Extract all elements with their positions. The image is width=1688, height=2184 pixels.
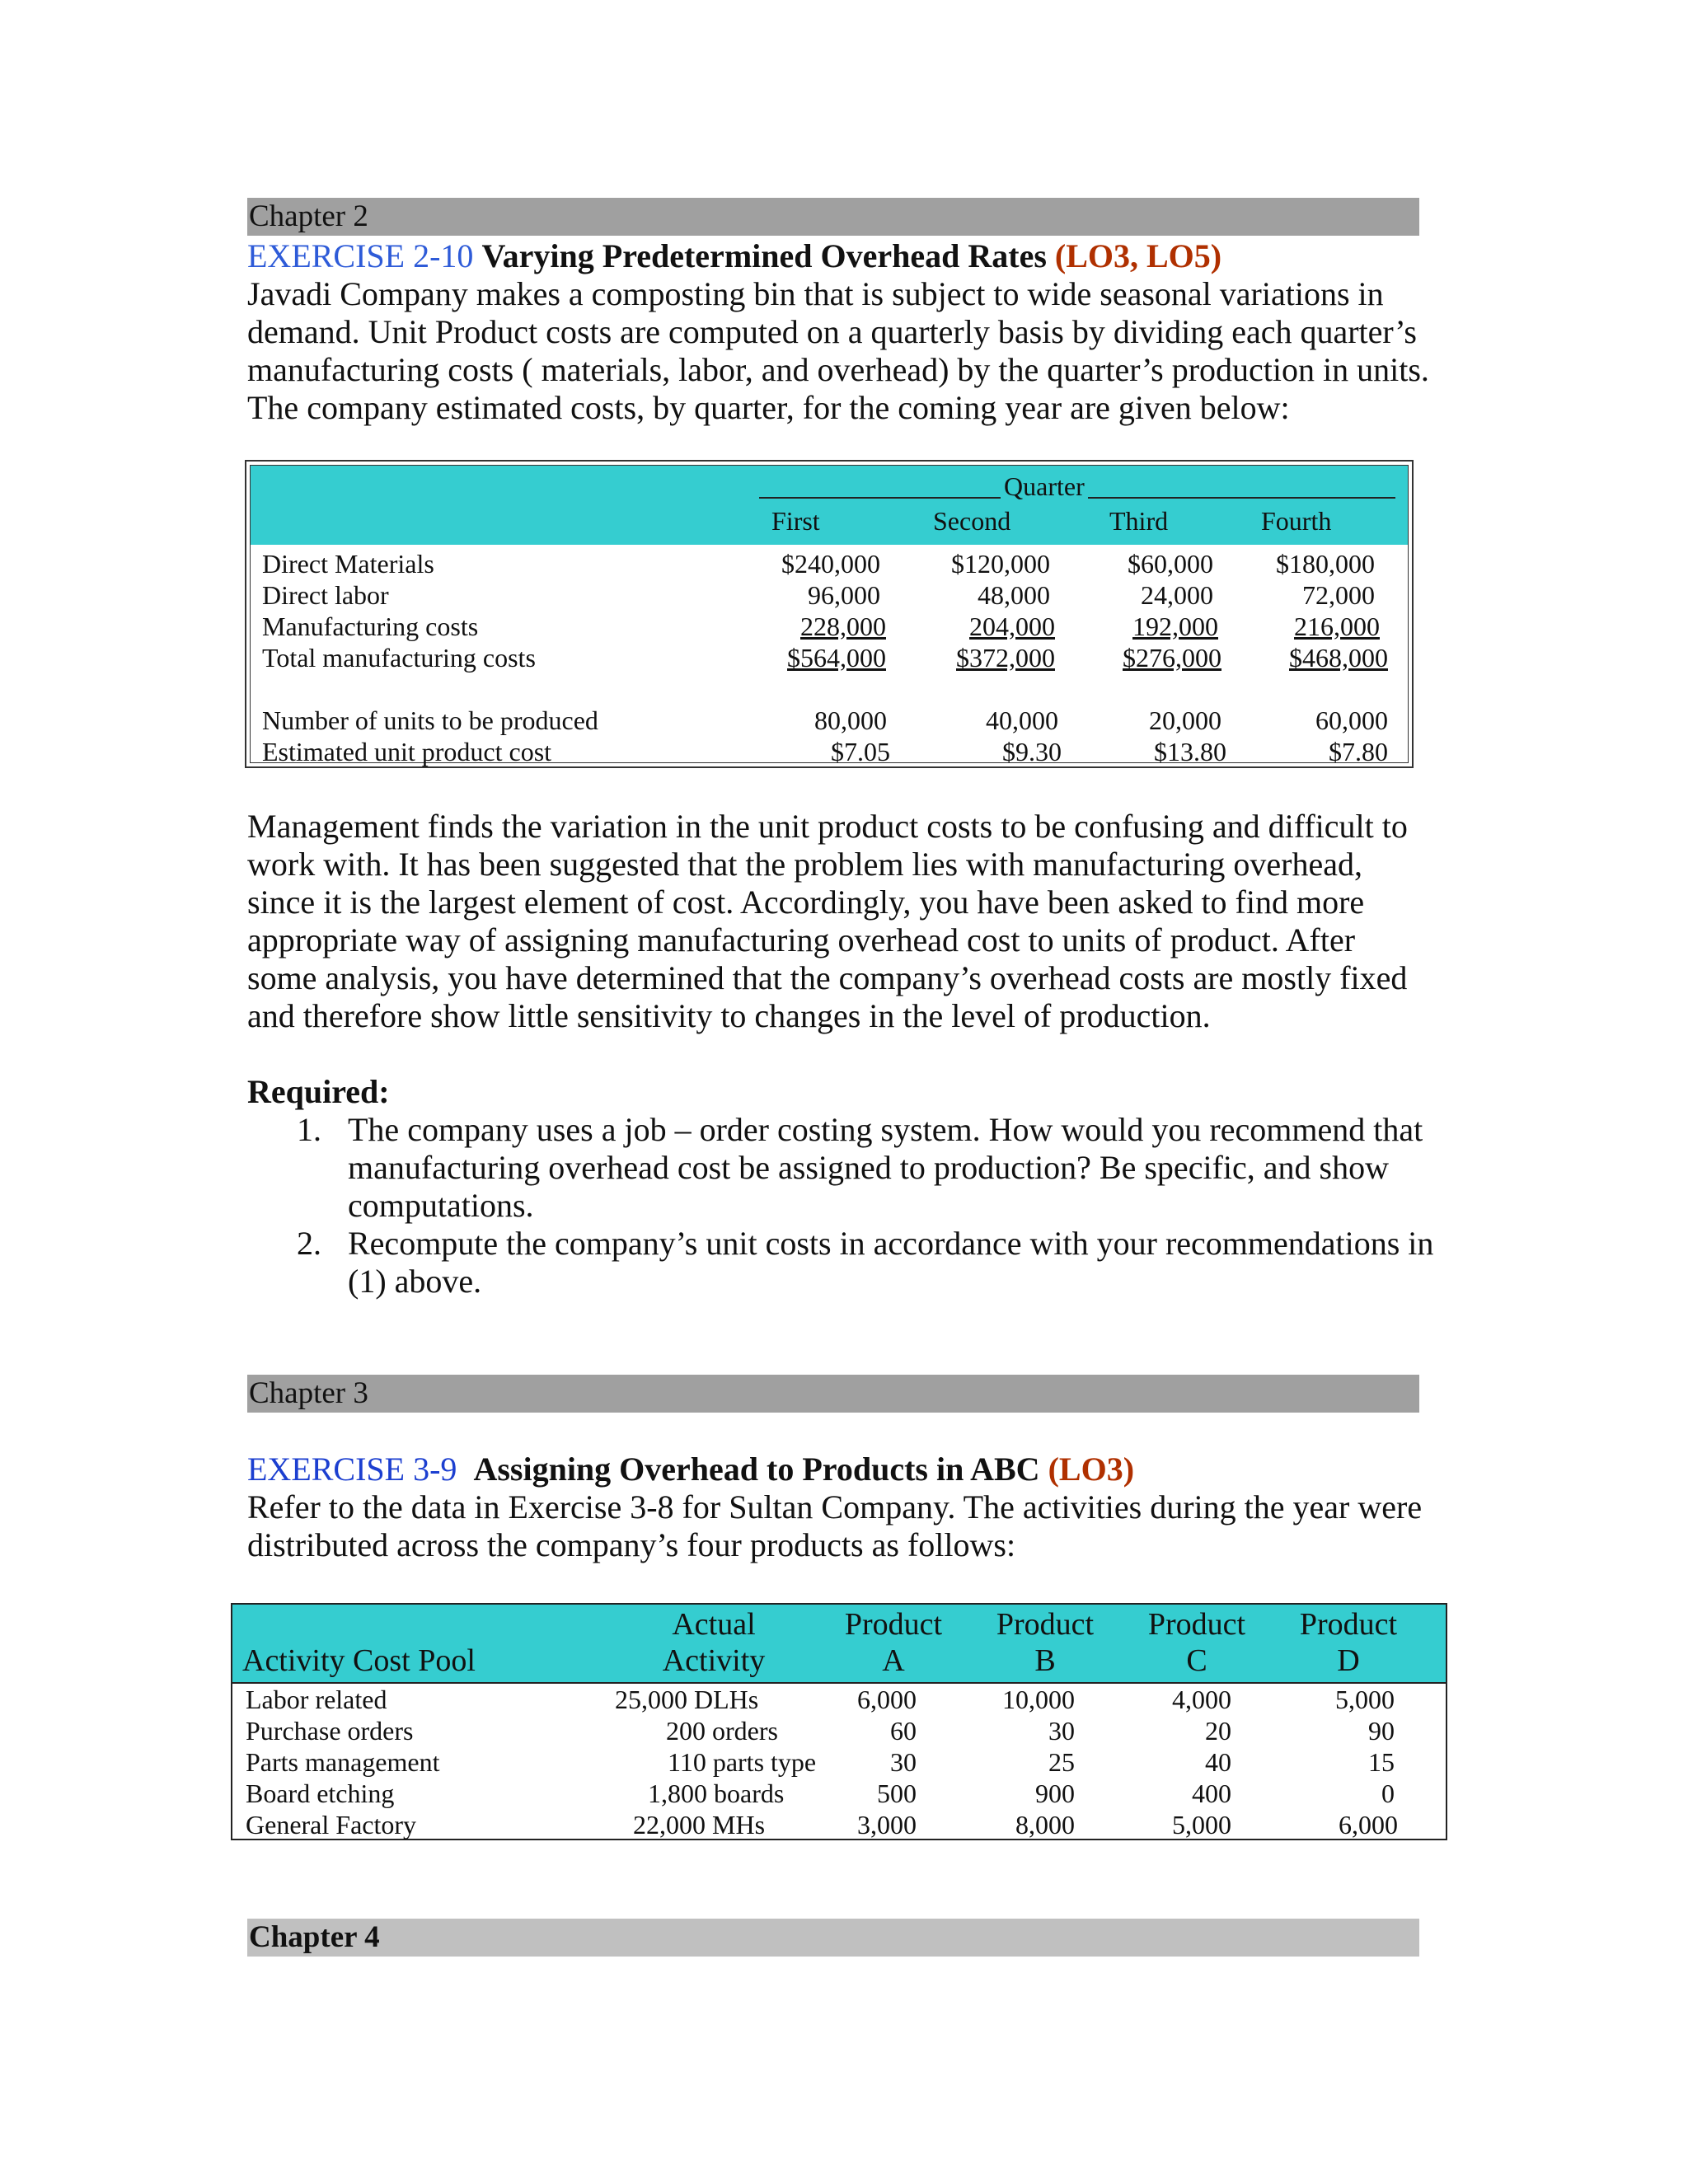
- chapter-2-label: Chapter 2: [249, 199, 368, 233]
- product-d-value: 90: [1368, 1716, 1395, 1746]
- col-second: Second: [933, 506, 1011, 536]
- cell: 20,000: [1149, 705, 1221, 735]
- product-d-value: 5,000: [1335, 1685, 1395, 1714]
- product-a-value: 3,000: [857, 1810, 917, 1840]
- product-a-value: 30: [890, 1747, 917, 1777]
- quarterly-table-header: [251, 466, 1408, 545]
- item-number: 1.: [297, 1111, 321, 1148]
- pool-label: Parts management: [246, 1747, 440, 1777]
- cell: 40,000: [986, 705, 1058, 735]
- row-label: Direct Materials: [262, 549, 434, 579]
- item-line: manufacturing overhead cost be assigned to production? Be specific, and show: [348, 1149, 1389, 1186]
- exercise-title: Varying Predetermined Overhead Rates: [481, 237, 1047, 274]
- cell: $120,000: [951, 549, 1050, 579]
- intro-line: Refer to the data in Exercise 3-8 for Sultan Company. The activities during the year were: [247, 1488, 1423, 1526]
- item-line: (1) above.: [348, 1263, 482, 1300]
- row-label: Direct labor: [262, 580, 389, 610]
- cell: $13.80: [1154, 737, 1226, 766]
- col-first: First: [771, 506, 820, 536]
- row-label: Estimated unit product cost: [262, 737, 552, 766]
- cell: 228,000: [800, 612, 886, 641]
- chapter-3-label: Chapter 3: [249, 1376, 368, 1410]
- chapter-2-bar: [247, 198, 1419, 236]
- exercise-id: EXERCISE 3-9: [247, 1451, 457, 1488]
- paragraph-line: Management finds the variation in the unit product costs to be confusing and difficult to: [247, 808, 1408, 845]
- intro-line: distributed across the company’s four products as follows:: [247, 1526, 1016, 1563]
- row-label: Number of units to be produced: [262, 705, 598, 735]
- chapter-4-label: Chapter 4: [249, 1920, 380, 1954]
- quarter-group-header: Quarter: [1001, 471, 1088, 502]
- pool-label: Board etching: [246, 1779, 395, 1808]
- intro-line: The company estimated costs, by quarter, for the coming year are given below:: [247, 389, 1290, 426]
- col-product-a-line2: A: [882, 1643, 905, 1678]
- col-product-d-line1: Product: [1299, 1607, 1398, 1642]
- quarterly-cost-table: [245, 460, 1414, 768]
- paragraph-line: work with. It has been suggested that the problem lies with manufacturing overhead,: [247, 846, 1362, 883]
- product-a-value: 60: [890, 1716, 917, 1746]
- paragraph-line: some analysis, you have determined that the company’s overhead costs are mostly fixed: [247, 959, 1408, 996]
- row-label: Manufacturing costs: [262, 612, 479, 641]
- activity-table-header: [232, 1605, 1446, 1684]
- cell: 60,000: [1315, 705, 1388, 735]
- product-c-value: 400: [1192, 1779, 1231, 1808]
- actual-activity: 22,000 MHs: [633, 1810, 766, 1840]
- item-line: computations.: [348, 1187, 534, 1224]
- product-b-value: 30: [1048, 1716, 1075, 1746]
- product-b-value: 25: [1048, 1747, 1075, 1777]
- required-heading: Required:: [247, 1073, 390, 1110]
- product-c-value: 20: [1205, 1716, 1231, 1746]
- col-fourth: Fourth: [1261, 506, 1332, 536]
- product-a-value: 500: [877, 1779, 917, 1808]
- cell: 204,000: [969, 612, 1055, 641]
- required-list: [247, 1111, 1442, 1301]
- intro-line: manufacturing costs ( materials, labor, and overhead) by the quarter’s production in units.: [247, 351, 1429, 388]
- intro-line: Javadi Company makes a composting bin that is subject to wide seasonal variations in: [247, 275, 1384, 312]
- cell: 216,000: [1294, 612, 1380, 641]
- cell: 96,000: [808, 580, 880, 610]
- exercise-3-9-heading: [247, 1451, 1434, 1488]
- cell: $7.80: [1329, 737, 1388, 766]
- product-b-value: 10,000: [1002, 1685, 1075, 1714]
- exercise-3-9-intro: [247, 1488, 1434, 1564]
- cell: 72,000: [1302, 580, 1375, 610]
- cell: $9.30: [1002, 737, 1062, 766]
- management-paragraph: [247, 808, 1434, 1035]
- exercise-title: Assigning Overhead to Products in ABC: [473, 1451, 1040, 1488]
- learning-objectives: (LO3): [1048, 1451, 1135, 1488]
- cell: $240,000: [781, 549, 880, 579]
- exercise-2-10-heading: [247, 237, 1434, 275]
- learning-objectives: (LO3, LO5): [1054, 237, 1222, 274]
- product-c-value: 5,000: [1172, 1810, 1231, 1840]
- col-product-d-line2: D: [1337, 1643, 1360, 1678]
- paragraph-line: and therefore show little sensitivity to changes in the level of production.: [247, 997, 1211, 1034]
- required-item-2: [247, 1225, 1442, 1301]
- item-line: The company uses a job – order costing system. How would you recommend that: [348, 1111, 1423, 1148]
- row-label: Total manufacturing costs: [262, 643, 536, 673]
- product-a-value: 6,000: [857, 1685, 917, 1714]
- activity-cost-table: [231, 1603, 1447, 1840]
- paragraph-line: since it is the largest element of cost. Accordingly, you have been asked to find more: [247, 883, 1365, 921]
- product-b-value: 8,000: [1015, 1810, 1075, 1840]
- cell: 48,000: [978, 580, 1050, 610]
- col-product-c-line2: C: [1186, 1643, 1207, 1678]
- cell: $180,000: [1276, 549, 1375, 579]
- actual-activity: 200 orders: [666, 1716, 778, 1746]
- product-c-value: 4,000: [1172, 1685, 1231, 1714]
- col-product-b-line2: B: [1034, 1643, 1056, 1678]
- item-number: 2.: [297, 1225, 321, 1262]
- col-product-a-line1: Product: [844, 1607, 943, 1642]
- cell: $276,000: [1123, 643, 1221, 673]
- exercise-2-10-intro: [247, 275, 1434, 427]
- cell: $7.05: [831, 737, 890, 766]
- col-third: Third: [1109, 506, 1169, 536]
- intro-line: demand. Unit Product costs are computed on a quarterly basis by dividing each quarter’s: [247, 313, 1417, 350]
- pool-label: Purchase orders: [246, 1716, 414, 1746]
- pool-label: Labor related: [246, 1685, 387, 1714]
- cell: $564,000: [787, 643, 886, 673]
- col-product-b-line1: Product: [996, 1607, 1095, 1642]
- chapter-4-bar: [247, 1919, 1419, 1957]
- product-b-value: 900: [1035, 1779, 1075, 1808]
- cell: 192,000: [1132, 612, 1218, 641]
- product-c-value: 40: [1205, 1747, 1231, 1777]
- col-actual-line2: Activity: [662, 1643, 766, 1678]
- quarterly-cost-table-inner: [250, 465, 1409, 766]
- cell: 80,000: [814, 705, 887, 735]
- cell: $372,000: [956, 643, 1055, 673]
- col-product-c-line1: Product: [1147, 1607, 1246, 1642]
- cell: 24,000: [1141, 580, 1213, 610]
- actual-activity: 1,800 boards: [648, 1779, 785, 1808]
- actual-activity: 110 parts type: [668, 1747, 817, 1777]
- required-item-1: [247, 1111, 1442, 1225]
- cell: $60,000: [1128, 549, 1213, 579]
- chapter-3-bar: [247, 1375, 1419, 1413]
- product-d-value: 6,000: [1339, 1810, 1398, 1840]
- actual-activity: 25,000 DLHs: [615, 1685, 759, 1714]
- product-d-value: 0: [1381, 1779, 1395, 1808]
- item-line: Recompute the company’s unit costs in accordance with your recommendations in: [348, 1225, 1434, 1262]
- cell: $468,000: [1289, 643, 1388, 673]
- col-activity-cost-pool: Activity Cost Pool: [242, 1643, 476, 1678]
- product-d-value: 15: [1368, 1747, 1395, 1777]
- pool-label: General Factory: [246, 1810, 417, 1840]
- exercise-id: EXERCISE 2-10: [247, 237, 474, 274]
- paragraph-line: appropriate way of assigning manufacturing overhead cost to units of product. After: [247, 921, 1356, 958]
- col-actual-line1: Actual: [672, 1607, 756, 1642]
